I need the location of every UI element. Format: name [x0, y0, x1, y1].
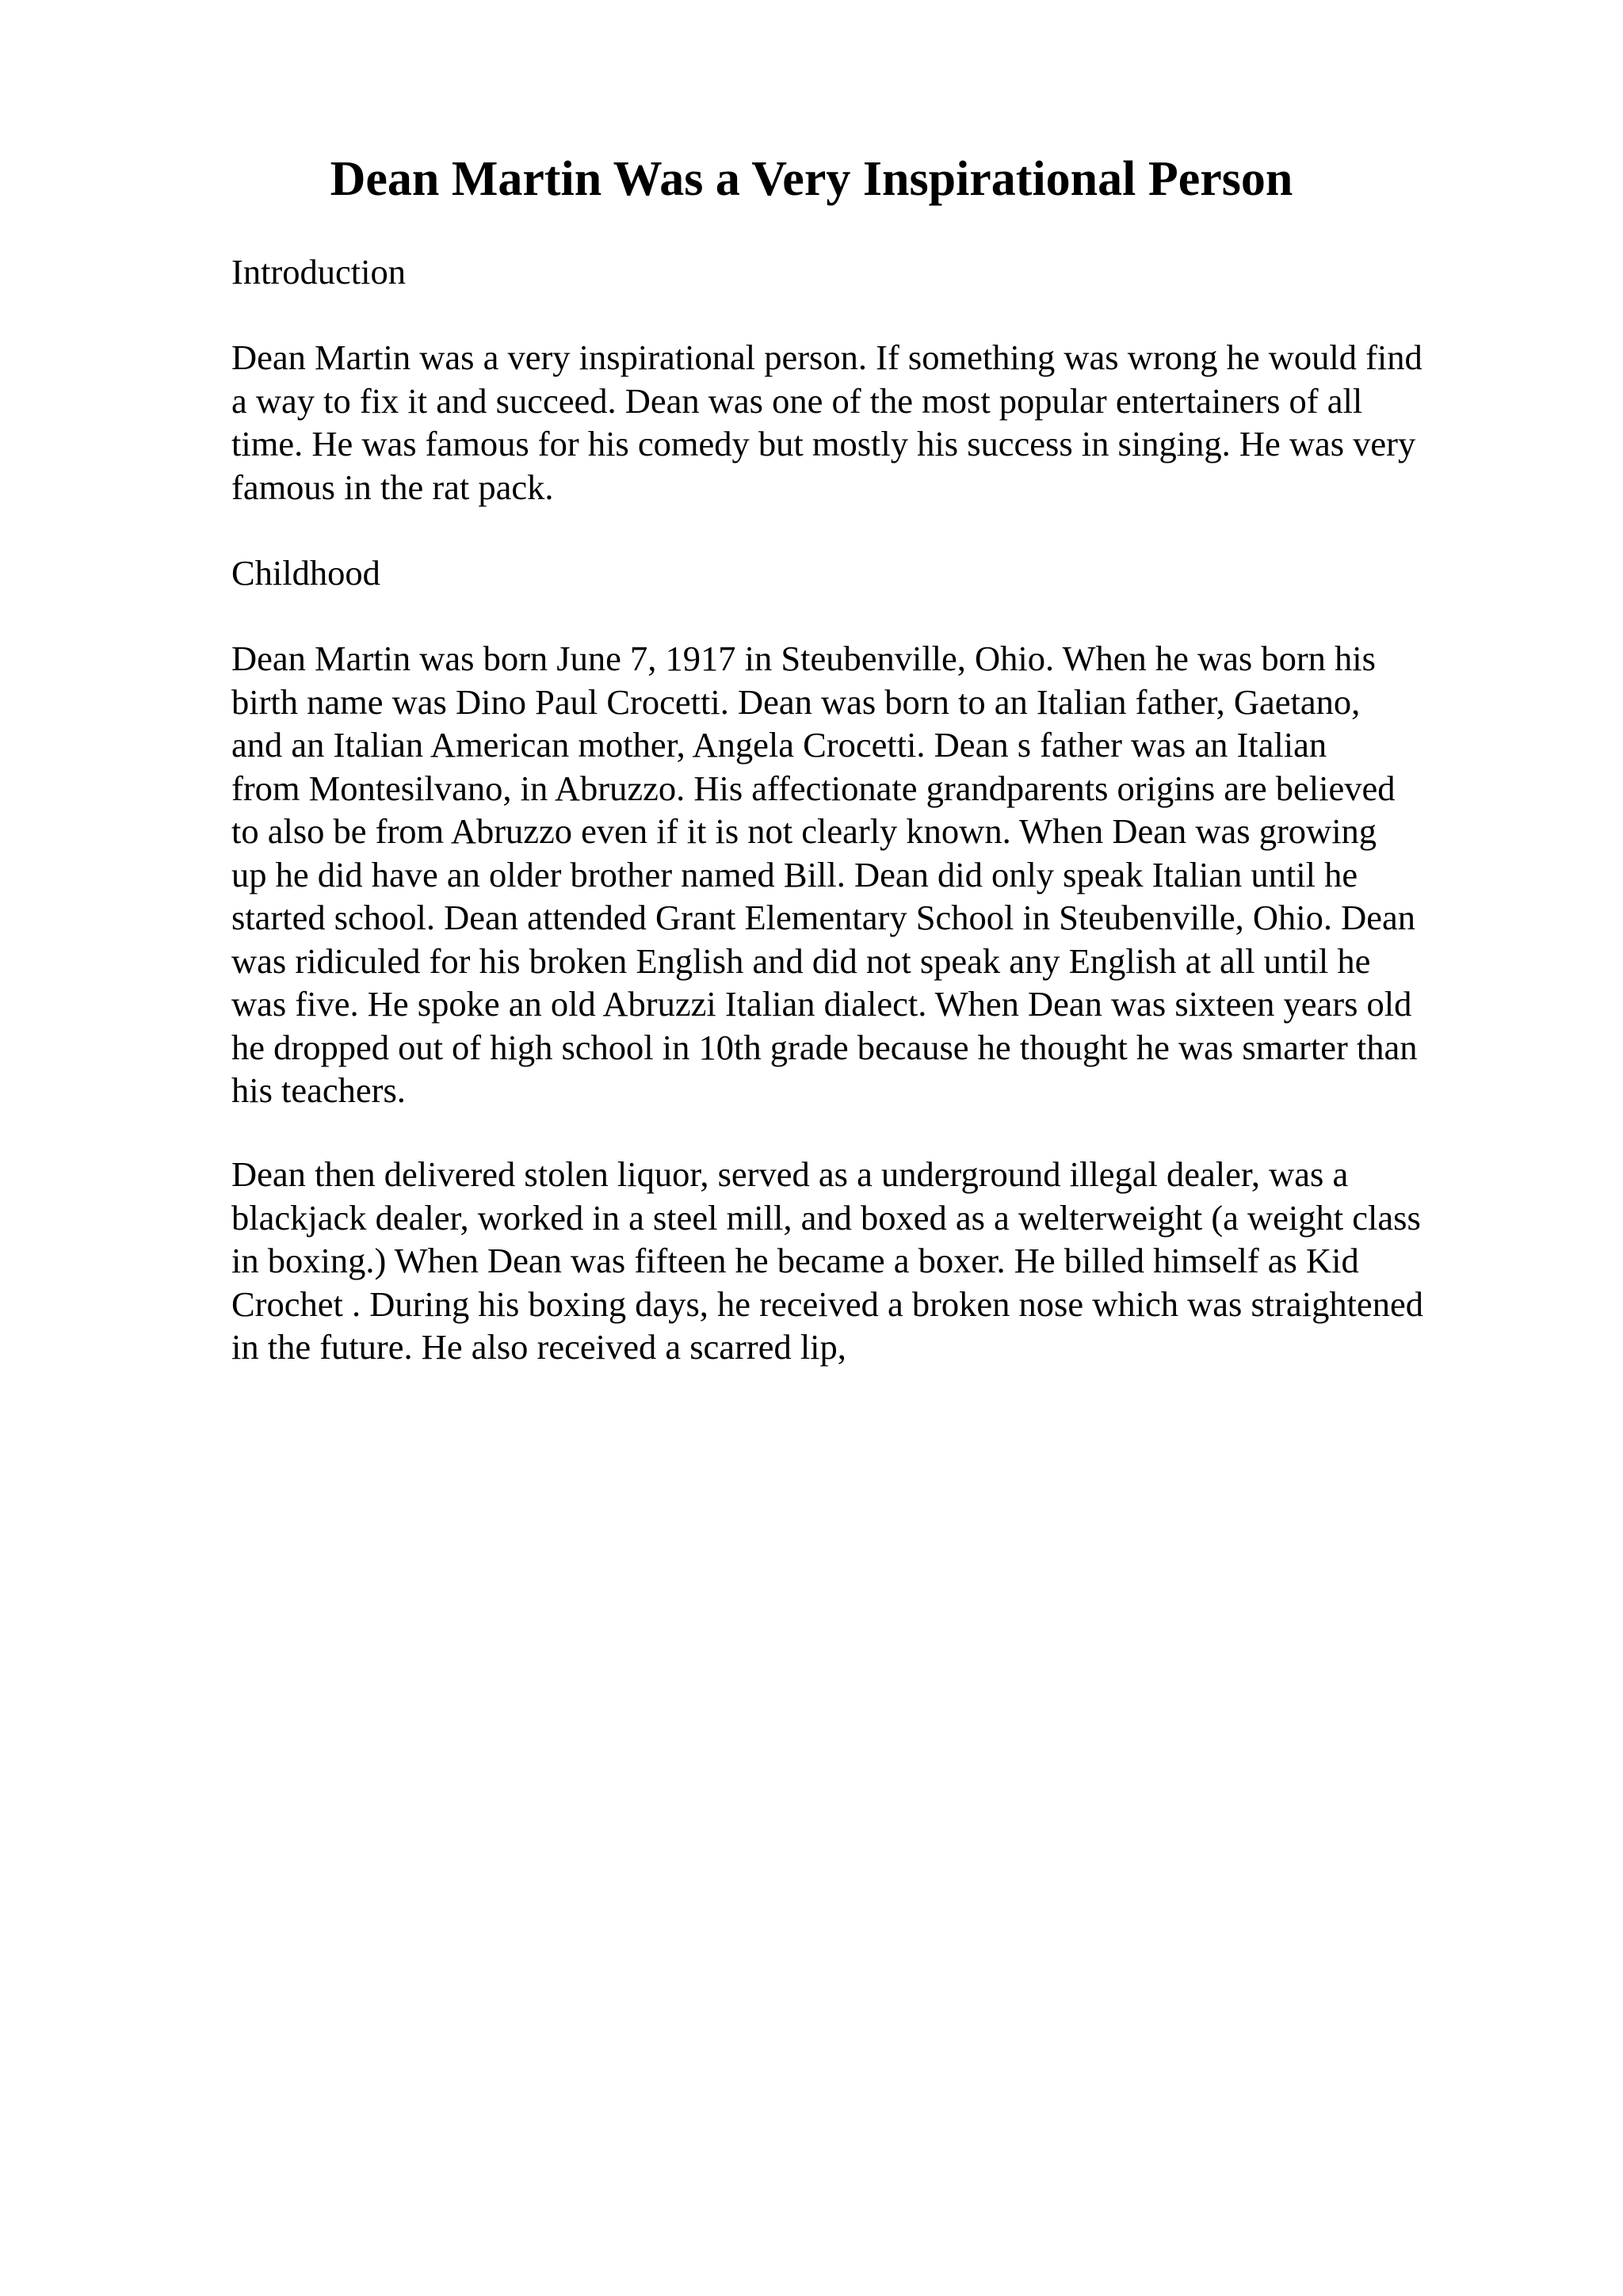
text-line: and an Italian American mother, Angela Crocetti. Dean s father was an Italian — [231, 725, 1327, 765]
text-line: up he did have an older brother named Bill. Dean did only speak Italian until he — [231, 854, 1358, 894]
section-heading-introduction: Introduction — [231, 252, 406, 292]
paragraph-childhood-2 — [231, 1153, 1515, 1369]
text-line: birth name was Dino Paul Crocetti. Dean was born to an Italian father, Gaetano, — [231, 681, 1361, 722]
text-line: from Montesilvano, in Abruzzo. His affectionate grandparents origins are believed — [231, 768, 1396, 808]
text-line: Crochet . During his boxing days, he received a broken nose which was straightened — [231, 1283, 1423, 1324]
text-line: Dean Martin was a very inspirational person. If something was wrong he would find — [231, 338, 1423, 377]
text-line: to also be from Abruzzo even if it is not clearly known. When Dean was growing — [231, 811, 1377, 851]
paragraph-childhood-1 — [231, 637, 1515, 1112]
text-line: in the future. He also received a scarred lip, — [231, 1327, 846, 1367]
text-line: in boxing.) When Dean was fifteen he became a boxer. He billed himself as Kid — [231, 1241, 1359, 1280]
section-heading-childhood: Childhood — [231, 553, 380, 593]
text-line: was ridiculed for his broken English and did not speak any English at all until he — [231, 940, 1371, 981]
text-line: was five. He spoke an old Abruzzi Italian dialect. When Dean was sixteen years old — [231, 984, 1412, 1024]
paragraph-introduction — [231, 336, 1515, 509]
text-line: started school. Dean attended Grant Elementary School in Steubenville, Ohio. Dean — [231, 898, 1416, 937]
text-line: Dean Martin was born June 7, 1917 in Steubenville, Ohio. When he was born his — [231, 639, 1376, 678]
text-line: a way to fix it and succeed. Dean was one of the most popular entertainers of all — [231, 380, 1363, 421]
document-title: Dean Martin Was a Very Inspirational Person — [330, 152, 1293, 206]
text-line: blackjack dealer, worked in a steel mill, and boxed as a welterweight (a weight class — [231, 1197, 1421, 1238]
text-line: he dropped out of high school in 10th grade because he thought he was smarter than — [231, 1027, 1418, 1067]
text-line: his teachers. — [231, 1070, 406, 1110]
text-line: time. He was famous for his comedy but mostly his success in singing. He was very — [231, 424, 1416, 463]
text-line: famous in the rat pack. — [231, 467, 554, 507]
text-line: Dean then delivered stolen liquor, served as a underground illegal dealer, was a — [231, 1154, 1349, 1194]
